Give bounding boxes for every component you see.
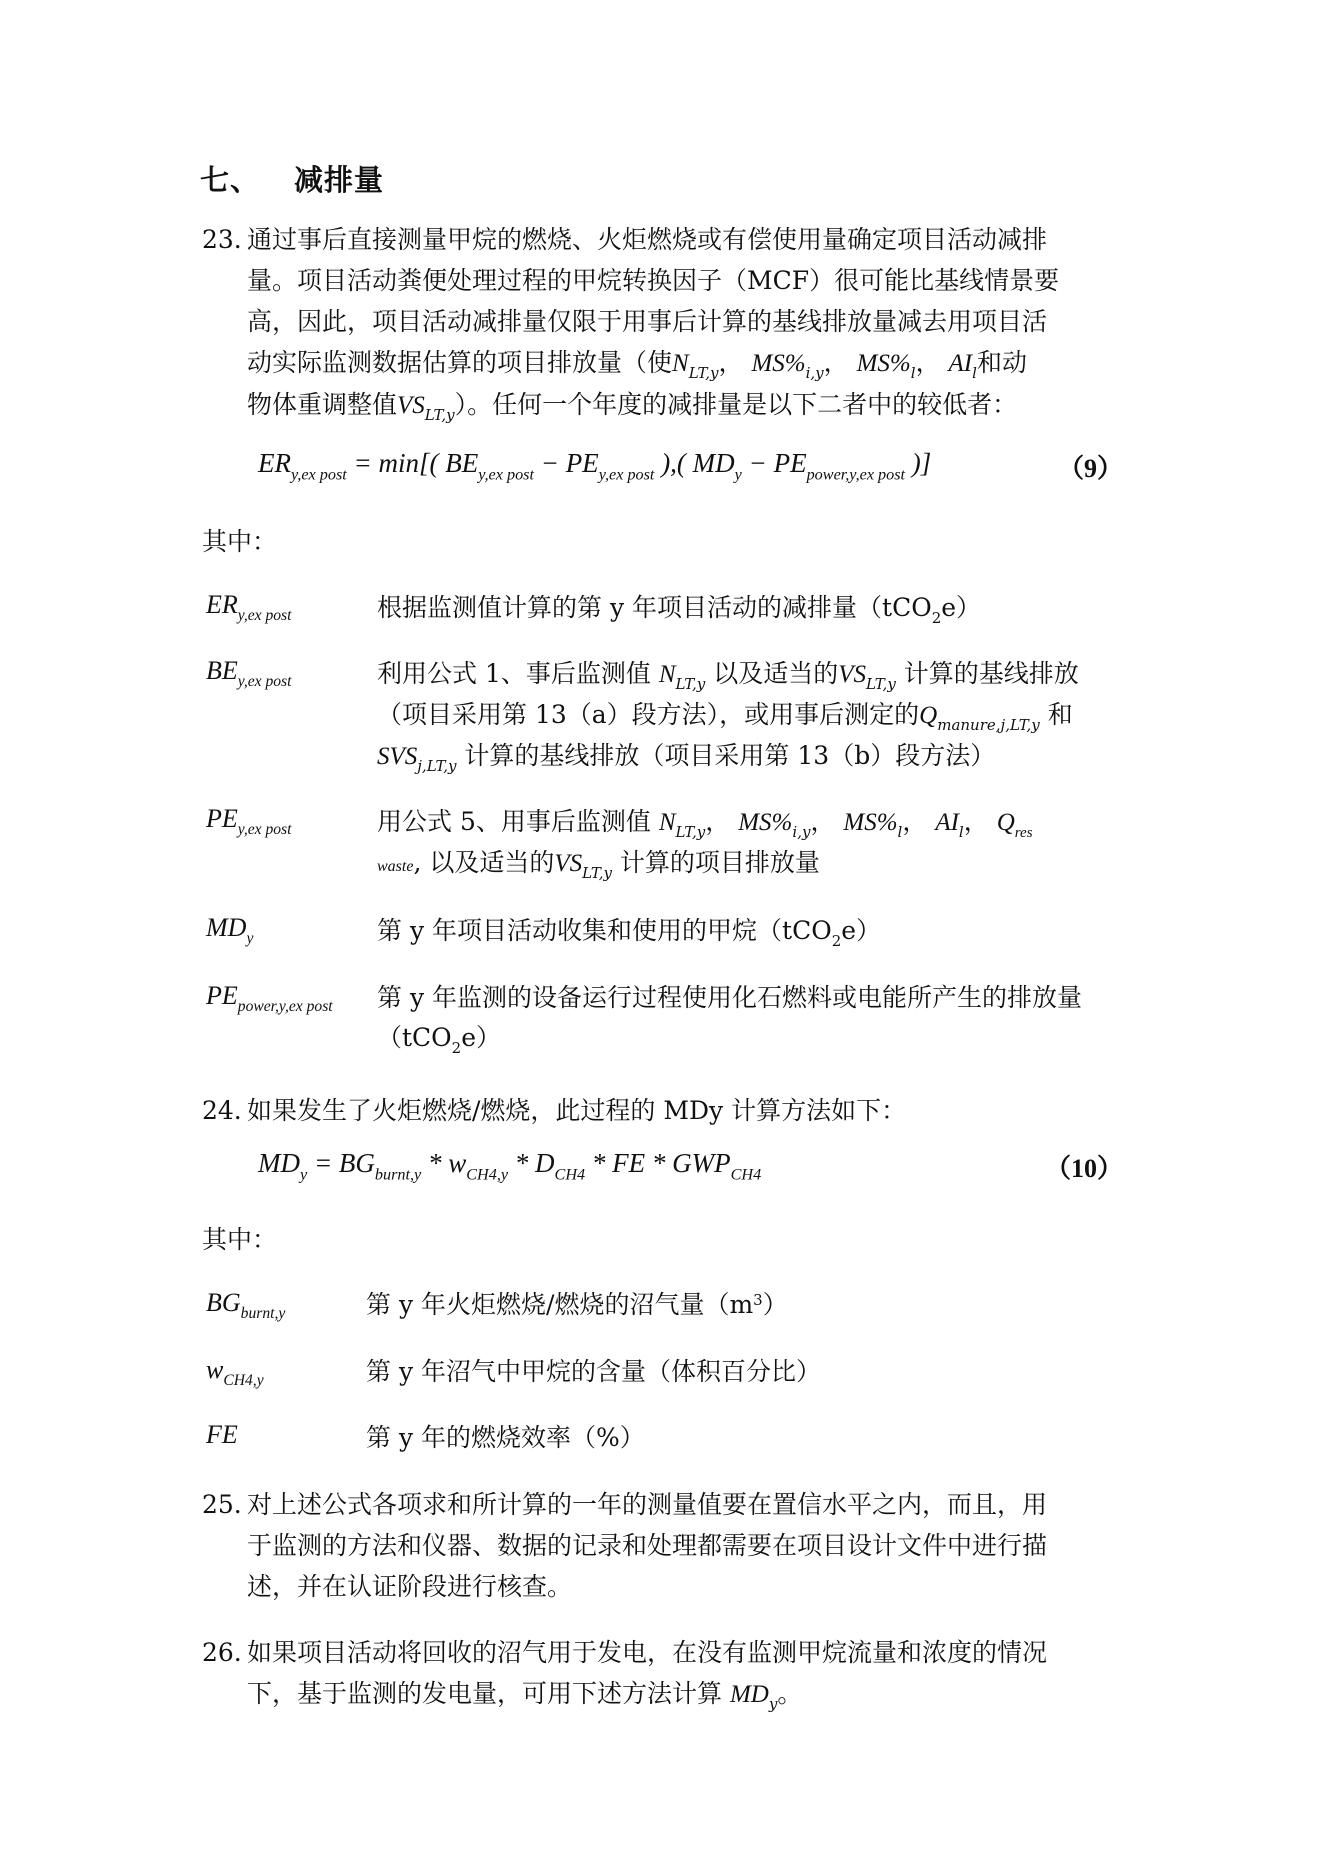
equation-9: $ER_{y,ex post} = \min$[( $BE_{y,ex post} - PE_{y,ex post}$ ),( $MD_y - PE_{power,y,ex post}$ )]: [258, 448, 932, 484]
paragraph-line: 高，因此，项目活动减排量仅限于用事后计算的基线排放量减去用项目活: [247, 307, 1048, 336]
text-fragment: 用公式 5、用事后监测值: [377, 807, 659, 836]
text-fragment: 第 y 年项目活动收集和使用的甲烷（tCO: [377, 916, 832, 945]
definition-line: 用公式 5、用事后监测值 $N_{LT,y}$， $MS\%_{i,y}$， $MS\%_l$， $AI_l$， $Q_{res}$: [377, 807, 1033, 841]
paragraph-26: [202, 1632, 1122, 1715]
definition-line: 利用公式 1、事后监测值 $N_{LT,y}$ 以及适当的$VS_{LT,y}$ 计算的基线排放: [377, 659, 1079, 693]
paragraph-line: 如果项目活动将回收的沼气用于发电，在没有监测甲烷流量和浓度的情况: [247, 1638, 1048, 1667]
symbol-fe: FE: [206, 1420, 238, 1449]
symbol-be: $BE_{y,ex post}$: [206, 656, 292, 691]
symbol-pe: $PE_{y,ex post}$: [206, 804, 292, 839]
paragraph-24: [202, 1090, 1122, 1131]
section-number: 七、: [200, 163, 261, 197]
paragraph-25: [202, 1484, 1122, 1607]
text-fragment: e）: [841, 916, 882, 945]
text-fragment: 第 y 年火炬燃烧/燃烧的沼气量（m: [366, 1290, 754, 1319]
text-fragment: e）: [941, 593, 982, 622]
definition-pe: [377, 802, 1137, 887]
text-fragment: 动实际监测数据估算的项目排放量（使: [247, 348, 673, 377]
text-fragment: （tCO: [377, 1023, 452, 1052]
definition-be: [377, 654, 1137, 777]
definition-er: 根据监测值计算的第 y 年项目活动的减排量（tCO$_2$e）: [377, 593, 982, 627]
text-fragment: 和动: [976, 348, 1027, 377]
text-fragment: 计算的基线排放（项目采用第 13（b）段方法）: [456, 741, 996, 770]
text-fragment: 利用公式 1、事后监测值: [377, 659, 659, 688]
paragraph-number: 25.: [202, 1490, 242, 1519]
text-fragment: 计算的项目排放量: [611, 848, 820, 877]
equation-9-number: （9）: [1057, 454, 1123, 483]
section-title: 减排量: [294, 163, 385, 197]
paragraph-line: 动实际监测数据估算的项目排放量（使$N_{LT,y}$， $MS\%_{i,y}$， $MS\%_l$， $AI_l$和动: [247, 348, 1027, 382]
text-fragment: 物体重调整值: [247, 390, 398, 419]
text-fragment: ）: [762, 1290, 788, 1319]
symbol-bg: $BG_{burnt,y}$: [206, 1288, 286, 1323]
paragraph-line: 量。项目活动粪便处理过程的甲烷转换因子（MCF）很可能比基线情景要: [247, 266, 1060, 295]
text-fragment: 和: [1039, 700, 1073, 729]
symbol-w: $w_{CH4,y}$: [206, 1355, 264, 1390]
text-fragment: 根据监测值计算的第 y 年项目活动的减排量（tCO: [377, 593, 932, 622]
symbol-md: $MD_y$: [206, 913, 254, 948]
text-fragment: 。: [777, 1679, 803, 1708]
paragraph-line: 物体重调整值$VS_{LT,y}$）。任何一个年度的减排量是以下二者中的较低者：: [247, 390, 1018, 424]
equation-10: $MD_y = BG_{burnt,y} * w_{CH4,y} * D_{CH4}$ * FE * $GWP_{CH4}$: [258, 1148, 762, 1184]
paragraph-number: 24.: [202, 1096, 242, 1125]
text-fragment: （项目采用第 13（a）段方法），或用事后测定的: [377, 700, 920, 729]
definition-line: waste, 以及适当的$VS_{LT,y}$ 计算的项目排放量: [377, 848, 820, 882]
text-fragment: 下，基于监测的发电量，可用下述方法计算: [247, 1679, 730, 1708]
text-fragment: e）: [461, 1023, 502, 1052]
paragraph-number: 26.: [202, 1638, 242, 1667]
paragraph-line: 述，并在认证阶段进行核查。: [247, 1572, 573, 1601]
where-label: 其中：: [202, 1225, 278, 1254]
text-fragment: 以及适当的: [429, 848, 555, 877]
symbol-er: $ER_{y,ex post}$: [206, 590, 292, 625]
definition-line: （tCO$_2$e）: [377, 1023, 502, 1057]
where-label: 其中：: [202, 527, 278, 556]
paragraph-line: 对上述公式各项求和所计算的一年的测量值要在置信水平之内，而且，用: [247, 1490, 1048, 1519]
equation-10-number: （10）: [1044, 1154, 1123, 1183]
definition-bg: 第 y 年火炬燃烧/燃烧的沼气量$(m^3)$: [366, 1290, 788, 1319]
definition-line: 第 y 年监测的设备运行过程使用化石燃料或电能所产生的排放量: [377, 983, 1083, 1012]
section-heading: [200, 158, 384, 199]
definition-w: 第 y 年沼气中甲烷的含量（体积百分比）: [366, 1357, 822, 1386]
definition-line: $SVS_{j,LT,y}$ 计算的基线排放（项目采用第 13（b）段方法）: [377, 741, 996, 775]
paragraph-line: 如果发生了火炬燃烧/燃烧，此过程的 MDy 计算方法如下：: [247, 1096, 907, 1125]
paragraph-number: 23.: [202, 225, 242, 254]
definition-fe: 第 y 年的燃烧效率（%）: [366, 1423, 645, 1452]
text-fragment: 以及适当的: [705, 659, 839, 688]
paragraph-line: 通过事后直接测量甲烷的燃烧、火炬燃烧或有偿使用量确定项目活动减排: [247, 225, 1048, 254]
paragraph-line: 于监测的方法和仪器、数据的记录和处理都需要在项目设计文件中进行描: [247, 1531, 1048, 1560]
symbol-pe-power: $PE_{power,y,ex post}$: [206, 981, 333, 1016]
text-fragment: 计算的基线排放: [895, 659, 1079, 688]
paragraph-line: 下，基于监测的发电量，可用下述方法计算 $MD_y$。: [247, 1679, 803, 1713]
definition-line: （项目采用第 13（a）段方法），或用事后测定的$Q_{manure,j,LT,y}$ 和: [377, 700, 1073, 734]
text-fragment: ）。任何一个年度的减排量是以下二者中的较低者：: [454, 390, 1018, 419]
paragraph-23: [202, 219, 1122, 426]
definition-md: 第 y 年项目活动收集和使用的甲烷（tCO$_2$e）: [377, 916, 882, 950]
definition-pe-power: [377, 978, 1137, 1058]
